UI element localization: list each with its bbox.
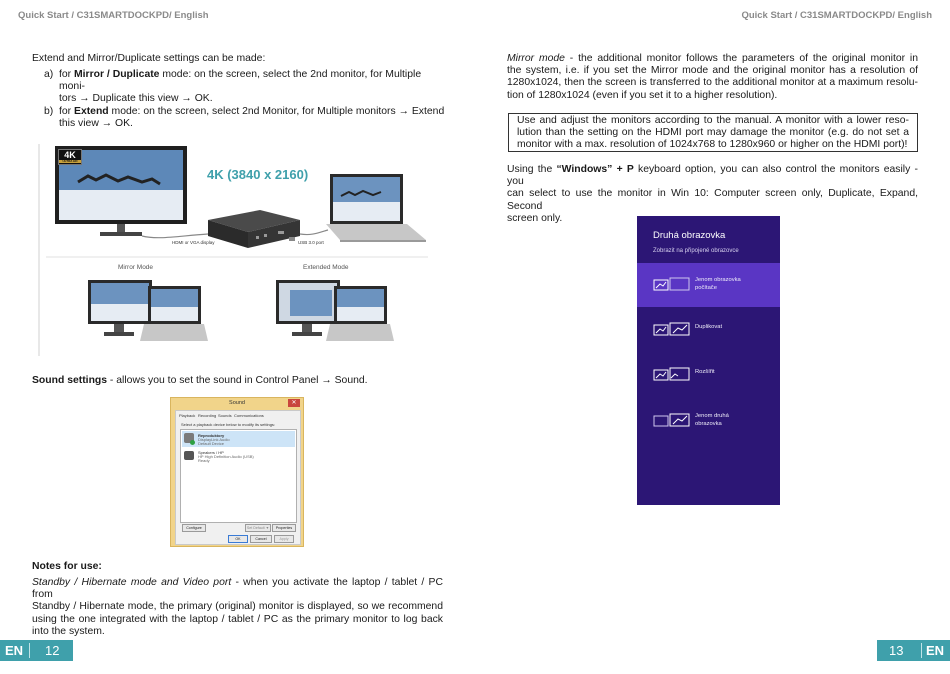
option-label: Duplikovat — [695, 324, 723, 330]
ok-button: OK — [228, 535, 248, 543]
sound-dialog-screenshot — [170, 397, 304, 547]
list-item-a — [59, 69, 443, 106]
laptop-illustration — [326, 174, 426, 242]
list-item-a-line1: for Mirror / Duplicate mode: on the screen, select the 2nd monitor, for Multiple moni- — [59, 69, 422, 93]
projection-option-second-only — [637, 399, 780, 443]
projection-subtitle: Zobrazit na připojené obrazovce — [653, 248, 739, 254]
device-sub2-2: Ready — [198, 458, 210, 463]
device-list — [180, 429, 297, 523]
page-number: 13 — [889, 643, 904, 658]
projection-option-pc-only — [637, 263, 780, 307]
tab-divider — [29, 643, 30, 658]
option-label: Jenom obrazovka počítače — [695, 277, 741, 291]
device-name-2: Speakers / HP — [198, 450, 224, 455]
projection-option-extend — [637, 353, 780, 397]
hdmi-port-label: HDMI or VGA display — [172, 240, 215, 245]
extended-mode-illustration — [276, 280, 394, 341]
notes-title: Notes for use: — [32, 561, 102, 572]
speaker-icon — [184, 451, 194, 460]
device-sub1-1: DisplayLink Audio — [198, 437, 230, 442]
windows-line-1: Using the “Windows” + P keyboard option, you can also control the monitors easily - you — [507, 164, 918, 188]
tab-communications: Communications — [234, 413, 264, 418]
page-number: 12 — [45, 643, 60, 658]
duplicate-icon — [653, 322, 691, 338]
configure-button: Configure — [182, 524, 206, 532]
option-label: Rozšířit — [695, 369, 715, 375]
set-default-button: Set Default ▼ — [246, 526, 270, 530]
projection-panel-screenshot — [637, 216, 780, 505]
device-sub1-2: HP High Definition Audio (USB) — [198, 454, 254, 459]
language-label: EN — [926, 643, 945, 658]
mirror-mode-label: Mirror Mode — [118, 264, 154, 271]
list-marker-a: a) — [44, 69, 54, 80]
pc-screen-only-icon — [653, 277, 691, 293]
device-sub2-1: Default Device — [198, 441, 225, 446]
4k-badge-text: 4K — [64, 150, 76, 160]
warning-text — [517, 115, 909, 152]
tab-playback: Playback — [179, 413, 196, 418]
extend-mirror-intro: Extend and Mirror/Duplicate settings can be made: — [32, 53, 266, 64]
windows-line-2: can select to use the monitor in Win 10: Computer screen only, Duplicate, Expand, Second — [507, 188, 918, 212]
tab-recording: Recording — [198, 413, 217, 418]
mirror-mode-illustration — [88, 280, 208, 341]
warning-line-3: monitor with a max. resolution of 1024x768 to 1280x960 or higher on the HDMI port)! — [517, 139, 908, 151]
extended-mode-label: Extended Mode — [303, 264, 349, 271]
resolution-label: 4K (3840 x 2160) — [207, 167, 309, 182]
list-item-a-line2: tors → Duplicate this view → OK. — [59, 93, 213, 105]
uhd-badge-text: ULTRA HD — [59, 160, 81, 163]
projection-option-duplicate — [637, 308, 780, 352]
apply-button: Apply — [274, 535, 294, 543]
list-item-b — [59, 106, 449, 130]
projection-title: Druhá obrazovka — [653, 230, 726, 241]
mirror-mode-paragraph — [507, 53, 918, 102]
sound-settings-line: Sound settings - allows you to set the sound in Control Panel → Sound. — [32, 375, 368, 386]
extend-icon — [653, 367, 691, 383]
running-header-left: Quick Start / C31SMARTDOCKPD/ English — [18, 10, 209, 21]
notes-paragraph — [32, 577, 443, 638]
check-icon — [190, 440, 195, 445]
page-tab-right — [877, 640, 950, 661]
warning-line-1: Use and adjust the monitors according to the manual. A monitor with a lower reso- — [517, 115, 909, 126]
sound-dialog-body — [175, 410, 301, 545]
usb-port-label: USB 3.0 port — [298, 240, 324, 245]
cancel-button: Cancel — [250, 535, 272, 543]
mirror-line-4: tion of 1280x1024 (even if you set it to a higher resolution). — [507, 89, 778, 101]
windows-line-3: screen only. — [507, 212, 563, 224]
notes-line-2: Standby / Hibernate mode, the primary (original) monitor is displayed, so we recommend — [32, 601, 443, 613]
second-screen-only-icon — [653, 413, 691, 429]
tab-divider — [921, 643, 922, 658]
mirror-line-1: Mirror mode - the additional monitor follows the parameters of the original monitor in — [507, 53, 918, 64]
list-item-b-line1: for Extend mode: on the screen, select 2nd Monitor, for Multiple monitors → Extend — [59, 106, 445, 117]
close-icon: ✕ — [288, 399, 300, 407]
notes-line-4: into the system. — [32, 625, 105, 637]
notes-line-3: using the one integrated with the laptop / tablet / PC as the primary monitor to log back — [32, 613, 443, 625]
properties-button: Properties — [272, 524, 296, 532]
sound-dialog-title: Sound — [229, 400, 245, 406]
device-name-1: Reproduktory — [198, 433, 225, 438]
tab-sounds: Sounds — [218, 413, 232, 418]
page-tab-left — [0, 640, 73, 661]
warning-line-2: lution than the setting on the HDMI port may damage the monitor (e.g. do not set a — [517, 127, 909, 139]
notes-line-1: Standby / Hibernate mode and Video port - when you activate the laptop / tablet / PC from — [32, 577, 443, 601]
option-label: Jenom druhá obrazovka — [695, 413, 729, 427]
warning-box — [508, 113, 918, 152]
4k-badge — [58, 149, 82, 165]
mirror-line-2: the system, i.e. if you set the Mirror mode and the original monitor has a resolution of — [507, 65, 918, 77]
sound-instruction: Select a playback device below to modify its settings: — [181, 422, 276, 427]
list-item-b-line2: this view → OK. — [59, 118, 133, 130]
mirror-line-3: 1280x1024, then the screen is transferred to the additional monitor at a maximum resolu- — [507, 77, 918, 89]
dock-illustration — [208, 210, 300, 248]
list-marker-b: b) — [44, 106, 54, 117]
language-label: EN — [5, 643, 24, 658]
running-header-right: Quick Start / C31SMARTDOCKPD/ English — [741, 10, 932, 21]
